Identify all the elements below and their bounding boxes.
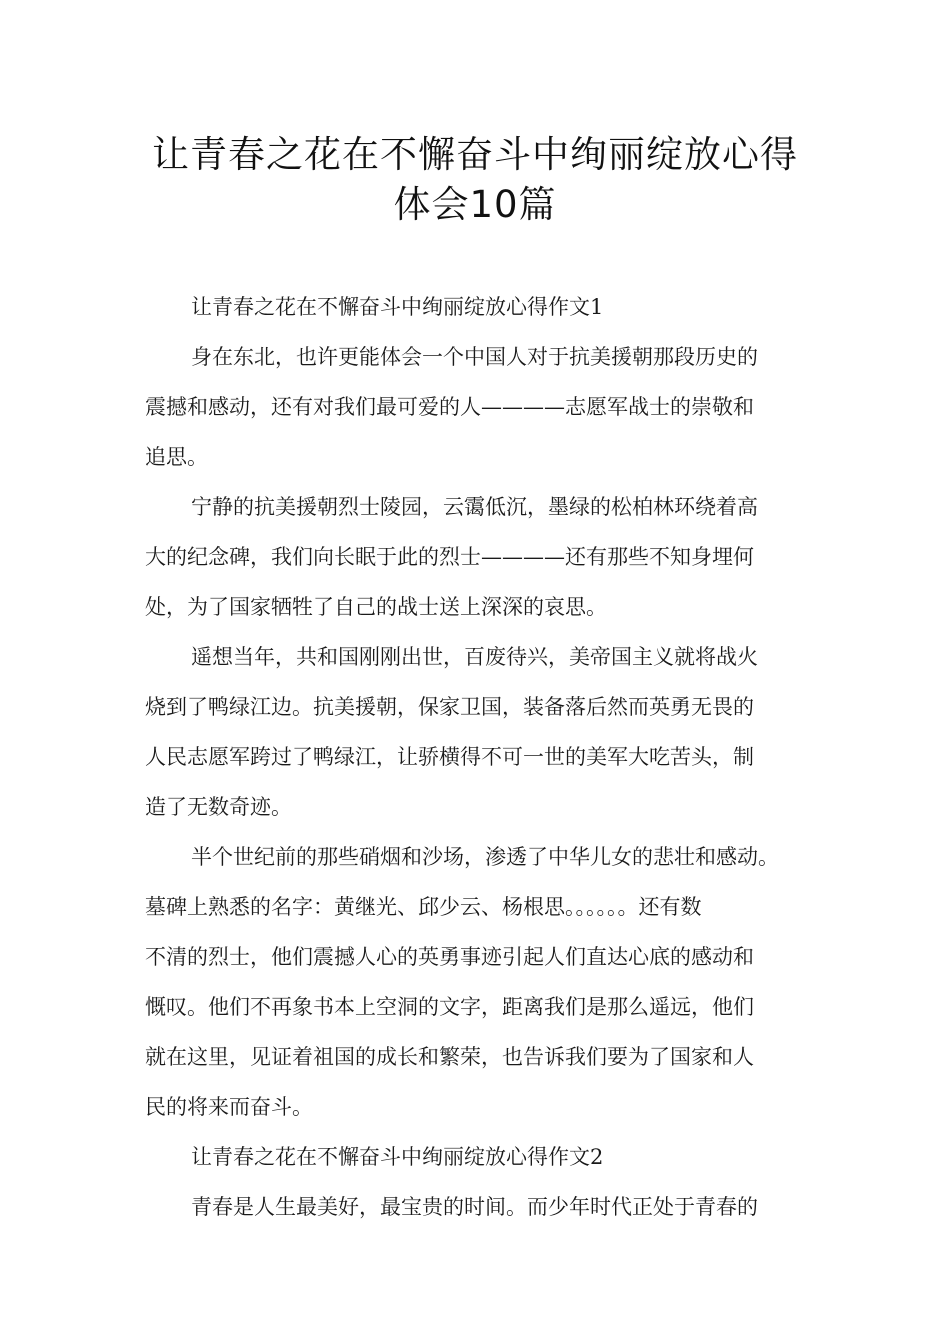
paragraph-line: 宁静的抗美援朝烈士陵园，云霭低沉，墨绿的松柏林环绕着高	[191, 495, 758, 519]
paragraph-line: 就在这里，见证着祖国的成长和繁荣，也告诉我们要为了国家和人	[145, 1045, 754, 1069]
paragraph-line: 造了无数奇迹。	[145, 795, 292, 819]
section-heading: 让青春之花在不懈奋斗中绚丽绽放心得作文2	[191, 1145, 604, 1169]
paragraph-line: 烧到了鸭绿江边。抗美援朝，保家卫国，装备落后然而英勇无畏的	[145, 695, 754, 719]
paragraph-line: 墓碑上熟悉的名字：黄继光、邱少云、杨根思。。。。。。还有数	[145, 895, 702, 919]
paragraph-line: 身在东北，也许更能体会一个中国人对于抗美援朝那段历史的	[191, 345, 758, 369]
paragraph-line: 民的将来而奋斗。	[145, 1095, 313, 1119]
section-heading: 让青春之花在不懈奋斗中绚丽绽放心得作文1	[191, 295, 604, 319]
paragraph-line: 追思。	[145, 445, 208, 469]
paragraph-line: 慨叹。他们不再象书本上空洞的文字，距离我们是那么遥远，他们	[145, 995, 754, 1019]
paragraph-line: 震撼和感动，还有对我们最可爱的人————志愿军战士的崇敬和	[145, 395, 754, 419]
paragraph-line: 半个世纪前的那些硝烟和沙场，渗透了中华儿女的悲壮和感动。	[191, 845, 779, 869]
paragraph-line: 处，为了国家牺牲了自己的战士送上深深的哀思。	[145, 595, 607, 619]
paragraph-line: 青春是人生最美好，最宝贵的时间。而少年时代正处于青春的	[191, 1195, 758, 1219]
paragraph-line: 不清的烈士，他们震撼人心的英勇事迹引起人们直达心底的感动和	[145, 945, 754, 969]
document-title-line-1: 让青春之花在不懈奋斗中绚丽绽放心得	[152, 133, 798, 176]
paragraph-line: 大的纪念碑，我们向长眠于此的烈士————还有那些不知身埋何	[145, 545, 754, 569]
paragraph-line: 遥想当年，共和国刚刚出世，百废待兴，美帝国主义就将战火	[191, 645, 758, 669]
document-body	[145, 282, 810, 1232]
paragraph-line: 人民志愿军跨过了鸭绿江，让骄横得不可一世的美军大吃苦头，制	[145, 745, 754, 769]
document-title-line-2: 体会10篇	[393, 183, 557, 226]
